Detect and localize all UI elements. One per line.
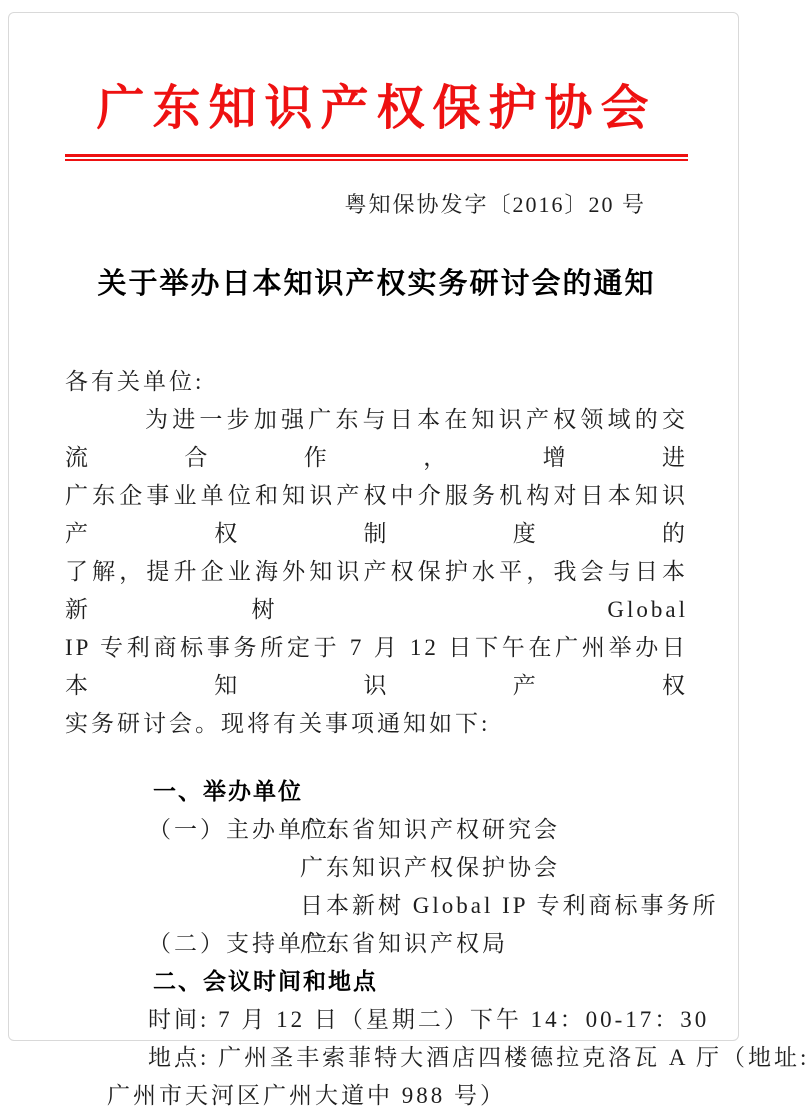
organizer-row-3 [148,887,719,925]
organizer-value: 广东知识产权保护协会 [300,855,560,880]
organizer-row-2 [148,849,688,887]
intro-line-5: 实务研讨会。现将有关事项通知如下: [65,711,491,736]
organizer-label: （一）主办单位: [148,817,340,842]
supporter-label: （二）支持单位: [148,931,340,956]
section-1-heading: 一、举办单位 [153,779,303,805]
section-2-heading: 二、会议时间和地点 [153,969,378,995]
supporter-value: 广东省知识产权局 [300,931,508,956]
document-page [8,12,809,1108]
document-reference-number: 粤知保协发字〔2016〕20 号 [344,192,646,217]
intro-paragraph [65,401,688,743]
letterhead-double-rule [65,154,688,161]
intro-line-1: 为进一步加强广东与日本在知识产权领域的交流合作，增进 [65,407,688,470]
meeting-location-line-2: 广州市天河区广州大道中 988 号） [107,1083,506,1108]
meeting-location-line-1: 地点: 广州圣丰索菲特大酒店四楼德拉克洛瓦 A 厅（地址: [148,1045,809,1070]
organizer-value: 广东省知识产权研究会 [300,817,560,842]
intro-line-4: IP 专利商标事务所定于 7 月 12 日下午在广州举办日本知识产权 [65,635,688,698]
meeting-time-line: 时间: 7 月 12 日（星期二）下午 14：00-17：30 [148,1007,710,1032]
intro-line-2: 广东企事业单位和知识产权中介服务机构对日本知识产权制度的 [65,483,688,546]
salutation: 各有关单位: [65,369,205,394]
organizer-row-1 [148,811,688,849]
intro-line-3: 了解，提升企业海外知识产权保护水平，我会与日本新树 Global [65,559,688,622]
notice-title: 关于举办日本知识产权实务研讨会的通知 [97,268,656,300]
org-letterhead-title: 广东知识产权保护协会 [96,82,657,135]
supporter-row [148,925,688,963]
organizer-value: 日本新树 Global IP 专利商标事务所 [300,893,719,918]
